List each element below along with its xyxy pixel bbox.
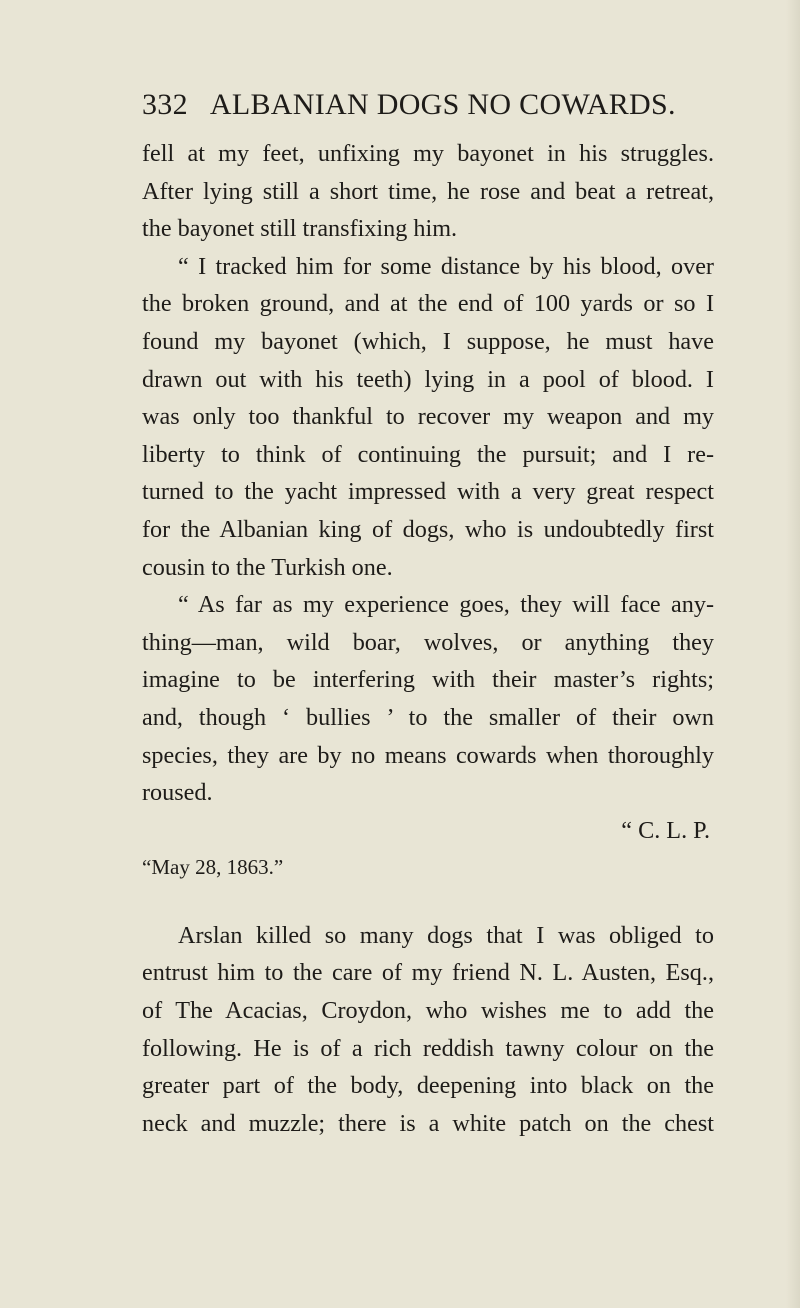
text-line: imagine to be interfering with their master’s rights;: [142, 666, 714, 694]
text-line: the broken ground, and at the end of 100 yards or so I: [142, 290, 714, 318]
text-line: for the Albanian king of dogs, who is undoubtedly first: [142, 515, 714, 543]
paragraph-gap: [142, 887, 714, 917]
text-line: species, they are by no means cowards when thoroughly: [142, 741, 714, 769]
paragraph: [142, 917, 714, 1143]
text-line: After lying still a short time, he rose and beat a retreat,: [142, 177, 714, 205]
text-line: Arslan killed so many dogs that I was obliged to: [178, 921, 714, 949]
text-line: thing—man, wild boar, wolves, or anything they: [142, 628, 714, 656]
body-text: [142, 135, 714, 1142]
running-title: ALBANIAN DOGS NO COWARDS.: [209, 88, 676, 121]
text-line: liberty to think of continuing the pursuit; and I re-: [142, 440, 714, 468]
page-edge-shadow: [786, 0, 800, 1308]
text-line: was only too thankful to recover my weapon and my: [142, 403, 714, 431]
text-line: fell at my feet, unfixing my bayonet in his struggles.: [142, 140, 714, 167]
text-line: entrust him to the care of my friend N. L. Austen, Esq.,: [142, 959, 714, 987]
text-line: drawn out with his teeth) lying in a pool of blood. I: [142, 365, 714, 393]
text-line: and, though ‘ bullies ’ to the smaller of their own: [142, 703, 714, 731]
paragraph: [142, 586, 714, 812]
text-line: following. He is of a rich reddish tawny colour on the: [142, 1034, 714, 1062]
signature: “ C. L. P.: [621, 816, 710, 844]
page-number: 332: [142, 88, 188, 121]
text-line: “ I tracked him for some distance by his blood, over: [178, 252, 714, 280]
text-line: of The Acacias, Croydon, who wishes me to add the: [142, 997, 714, 1025]
paragraph: [142, 248, 714, 586]
text-line: “ As far as my experience goes, they will face any-: [178, 591, 714, 619]
text-line: cousin to the Turkish one.: [142, 553, 393, 581]
text-line: turned to the yacht impressed with a very great respect: [142, 478, 714, 506]
running-header: [142, 88, 702, 128]
text-line: greater part of the body, deepening into black on the: [142, 1072, 714, 1100]
text-line: the bayonet still transfixing him.: [142, 215, 458, 243]
text-line: roused.: [142, 779, 213, 807]
text-line: found my bayonet (which, I suppose, he must have: [142, 327, 714, 355]
text-line: neck and muzzle; there is a white patch on the chest: [142, 1109, 714, 1137]
dateline: “May 28, 1863.”: [142, 855, 284, 880]
paragraph: [142, 135, 714, 248]
